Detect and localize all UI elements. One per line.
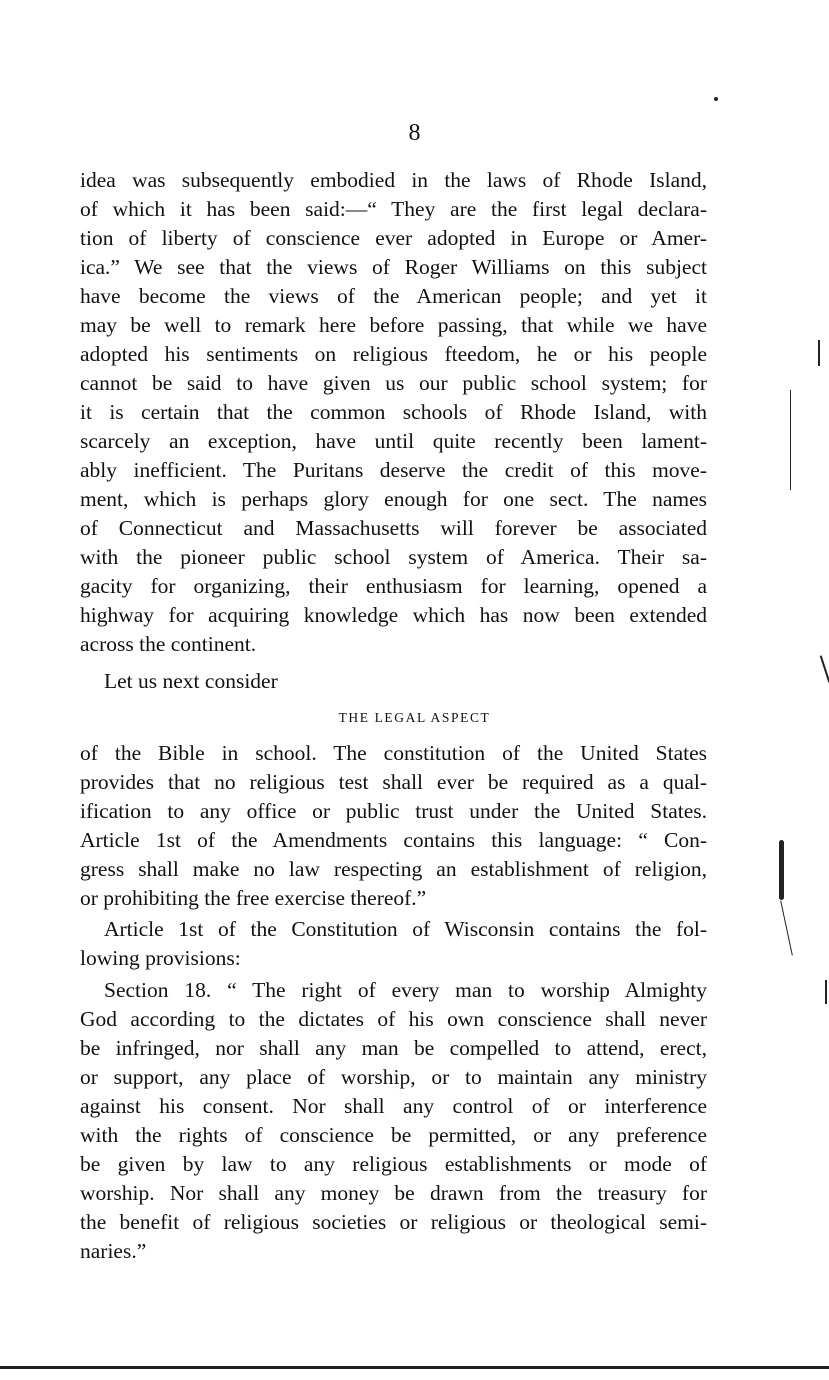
text-line: with the rights of conscience be permitted, or any preference <box>80 1123 707 1147</box>
text-line: may be well to remark here before passing, that while we have <box>80 313 707 337</box>
text-line: highway for acquiring knowledge which has now been extended <box>80 603 707 627</box>
margin-mark <box>820 655 829 682</box>
text-line: ica.” We see that the views of Roger Williams on this subject <box>80 255 707 279</box>
text-line: or support, any place of worship, or to maintain any ministry <box>80 1065 707 1089</box>
text-line: Article 1st of the Constitution of Wisconsin contains the fol- <box>104 917 707 941</box>
text-line: tion of liberty of conscience ever adopted in Europe or Amer- <box>80 226 707 250</box>
text-line: or prohibiting the free exercise thereof.” <box>80 886 427 910</box>
text-line: lowing provisions: <box>80 946 241 970</box>
margin-mark <box>818 340 820 366</box>
text-line: gress shall make no law respecting an establishment of religion, <box>80 857 707 881</box>
text-line: idea was subsequently embodied in the laws of Rhode Island, <box>80 168 707 192</box>
margin-mark <box>790 390 791 490</box>
text-line: cannot be said to have given us our public school system; for <box>80 371 707 395</box>
text-line: provides that no religious test shall ever be required as a qual- <box>80 770 707 794</box>
text-line: worship. Nor shall any money be drawn from the treasury for <box>80 1181 707 1205</box>
text-line: with the pioneer public school system of America. Their sa- <box>80 545 707 569</box>
text-line: Section 18. “ The right of every man to worship Almighty <box>104 978 707 1002</box>
text-line: ably inefficient. The Puritans deserve the credit of this move- <box>80 458 707 482</box>
text-line: it is certain that the common schools of Rhode Island, with <box>80 400 707 424</box>
text-line: of the Bible in school. The constitution of the United States <box>80 741 707 765</box>
text-line: gacity for organizing, their enthusiasm for learning, opened a <box>80 574 707 598</box>
text-line: be infringed, nor shall any man be compelled to attend, erect, <box>80 1036 707 1060</box>
section-heading: THE LEGAL ASPECT <box>338 710 491 725</box>
text-line: have become the views of the American people; and yet it <box>80 284 707 308</box>
margin-mark <box>779 840 784 900</box>
text-line: be given by law to any religious establishments or mode of <box>80 1152 707 1176</box>
text-line: against his consent. Nor shall any control of or interference <box>80 1094 707 1118</box>
page-number: 8 <box>408 120 421 146</box>
text-line: the benefit of religious societies or religious or theological semi- <box>80 1210 707 1234</box>
text-line: Article 1st of the Amendments contains this language: “ Con- <box>80 828 707 852</box>
text-line: Let us next consider <box>104 669 278 693</box>
margin-mark <box>780 901 793 956</box>
text-line: of Connecticut and Massachusetts will forever be associated <box>80 516 707 540</box>
text-line: across the continent. <box>80 632 257 656</box>
text-line: ment, which is perhaps glory enough for one sect. The names <box>80 487 707 511</box>
page-bottom-edge <box>0 1366 829 1369</box>
text-line: God according to the dictates of his own conscience shall never <box>80 1007 707 1031</box>
text-line: ification to any office or public trust under the United States. <box>80 799 707 823</box>
scan-speck <box>714 97 718 101</box>
text-line: naries.” <box>80 1239 147 1263</box>
text-line: adopted his sentiments on religious fteedom, he or his people <box>80 342 707 366</box>
text-line: of which it has been said:—“ They are the first legal declara- <box>80 197 707 221</box>
text-line: scarcely an exception, have until quite recently been lament- <box>80 429 707 453</box>
margin-mark <box>825 980 827 1004</box>
